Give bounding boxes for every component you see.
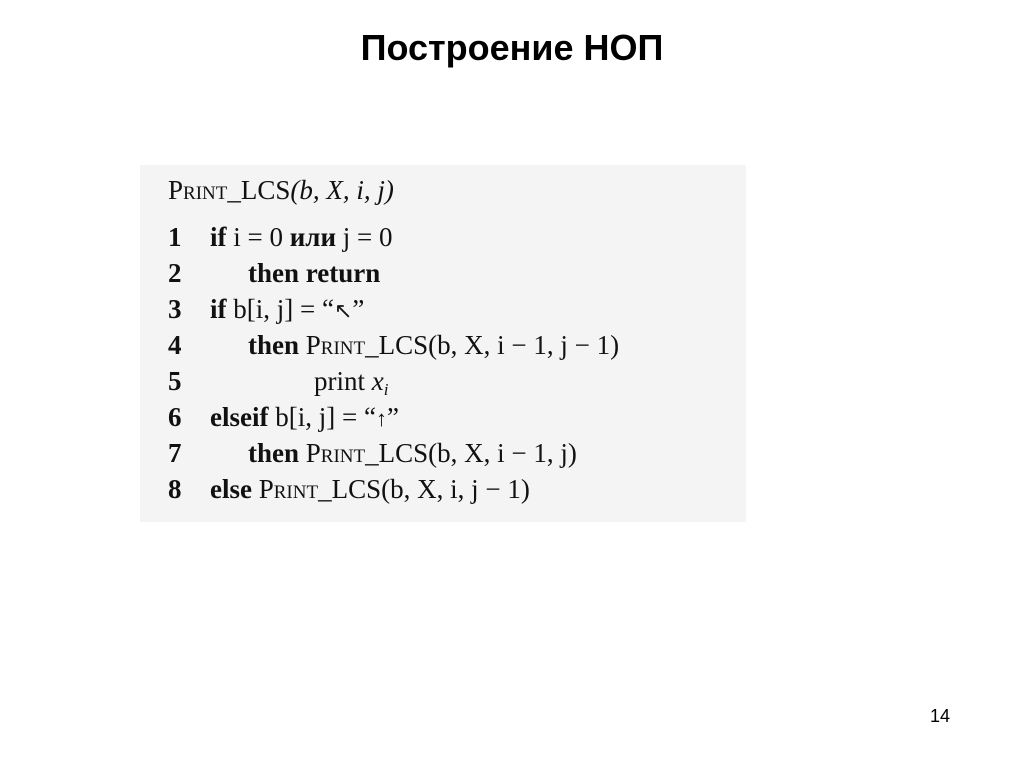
code-line-3 [168,291,364,327]
keyword-then: then [248,438,300,468]
call-args: (b, X, i, j − 1) [381,474,530,504]
line-number: 6 [168,402,182,432]
arrow-up-icon: ↑ [375,406,387,431]
condition-text: b[i, j] = “ [268,402,376,432]
arrow-up-left-icon: ↖ [333,298,353,323]
print-statement: print [314,366,372,396]
line-number: 5 [168,366,182,396]
code-line-8 [168,471,530,507]
code-line-2 [168,255,380,291]
call-args: (b, X, i − 1, j) [428,438,577,468]
condition-text: j = 0 [336,222,393,252]
line-number: 7 [168,438,182,468]
slide-title: Построение НОП [360,27,664,68]
line-number: 3 [168,294,182,324]
keyword-then: then [248,258,300,288]
keyword-if: if [210,222,227,252]
keyword-if: if [210,294,227,324]
procedure-signature [168,175,394,206]
keyword-elseif: elseif [210,402,269,432]
code-line-7 [168,435,577,471]
subscript-i: i [383,380,389,399]
procedure-args: (b, X, i, j) [290,175,394,205]
keyword-then: then [248,330,300,360]
line-number: 2 [168,258,182,288]
code-line-5 [168,363,388,399]
procedure-name: Print_LCS [168,175,291,205]
condition-text: b[i, j] = “ [226,294,334,324]
line-number: 1 [168,222,182,252]
keyword-or: или [289,222,336,252]
code-line-4 [168,327,619,363]
keyword-else: else [210,474,252,504]
code-line-6 [168,399,399,435]
procedure-call: Print_LCS [305,330,429,360]
procedure-call: Print_LCS [258,474,382,504]
keyword-return: return [305,258,381,288]
line-number: 4 [168,330,182,360]
variable-x: x [371,366,384,396]
condition-text: i = 0 [226,222,290,252]
quote-close: ” [352,294,365,324]
quote-close: ” [386,402,399,432]
procedure-call: Print_LCS [305,438,429,468]
pseudocode-block [140,165,746,522]
line-number: 8 [168,474,182,504]
call-args: (b, X, i − 1, j − 1) [428,330,620,360]
page-number: 14 [930,706,951,726]
code-line-1 [168,219,392,255]
